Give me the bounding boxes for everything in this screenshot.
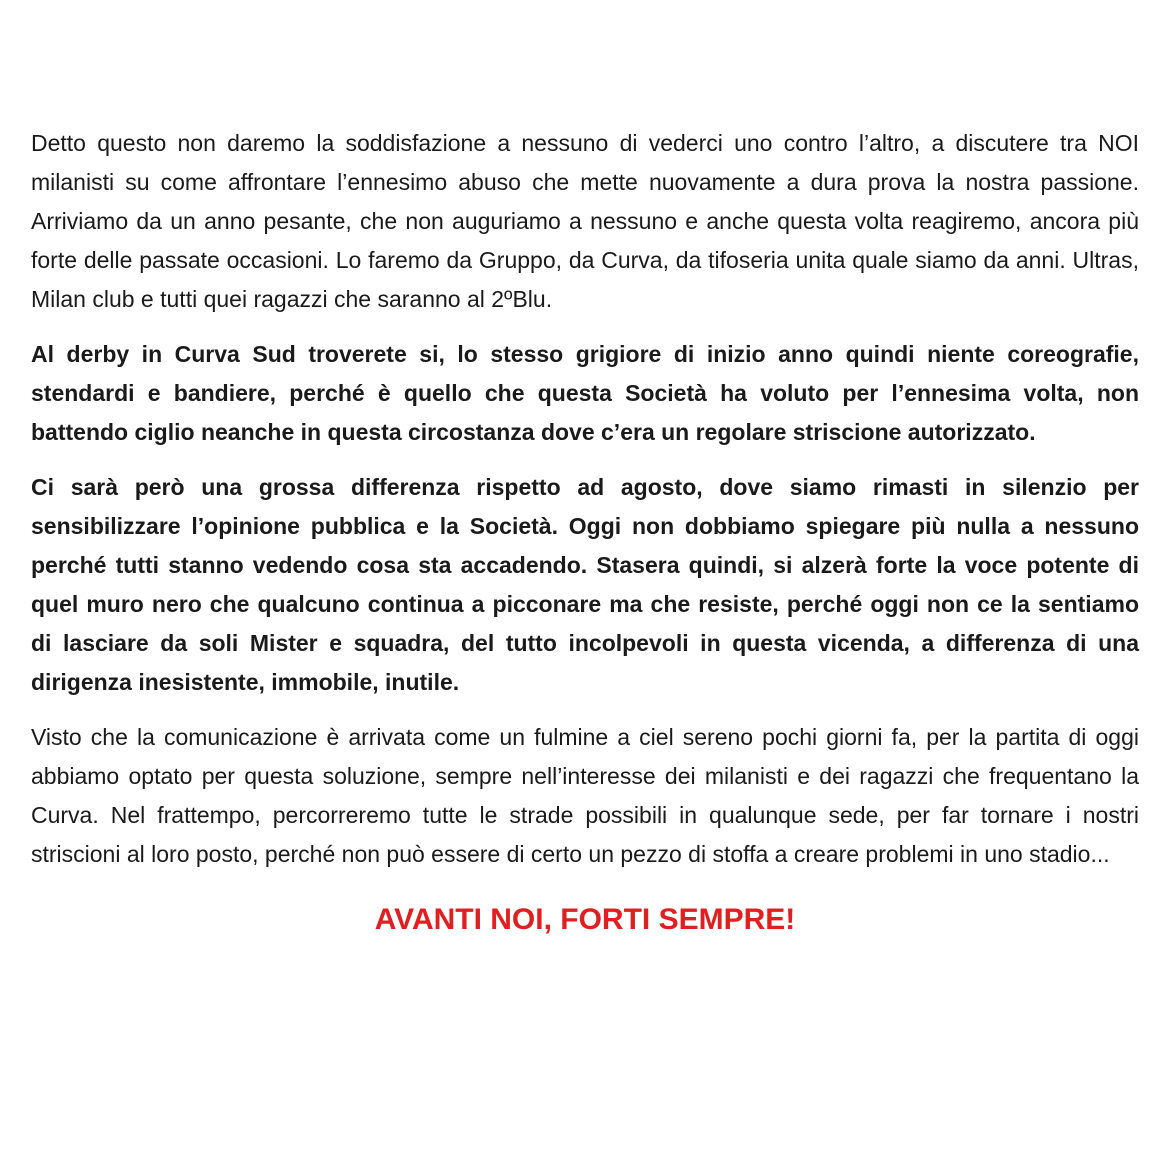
- document-body: [31, 124, 1139, 940]
- paragraph-difference: Ci sarà però una grossa differenza rispetto ad agosto, dove siamo rimasti in silenzio per sensibilizzare l’opinione pubblica e la Società. Oggi non dobbiamo spiegare più nulla a nessuno perché tutti stanno vedendo cosa sta accadendo. Stasera quindi, si alzerà forte la voce potente di quel muro nero che qualcuno continua a picconare ma che resiste, perché oggi non ce la sentiamo di lasciare da soli Mister e squadra, del tutto incolpevoli in questa vicenda, a differenza di una dirigenza inesistente, immobile, inutile.: [31, 474, 1139, 695]
- paragraph-intro: Detto questo non daremo la soddisfazione a nessuno di vederci uno contro l’altro, a discutere tra NOI milanisti su come affrontare l’ennesimo abuso che mette nuovamente a dura prova la nostra passione. Arriviamo da un anno pesante, che non auguriamo a nessuno e anche questa volta reagiremo, ancora più forte delle passate occasioni. Lo faremo da Gruppo, da Curva, da tifoseria unita quale siamo da anni. Ultras, Milan club e tutti quei ragazzi che saranno al 2ºBlu.: [31, 130, 1139, 312]
- paragraph-derby: Al derby in Curva Sud troverete si, lo stesso grigiore di inizio anno quindi niente coreografie, stendardi e bandiere, perché è quello che questa Società ha voluto per l’ennesima volta, non battendo ciglio neanche in questa circostanza dove c’era un regolare striscione autorizzato.: [31, 341, 1139, 445]
- paragraph-communication: Visto che la comunicazione è arrivata come un fulmine a ciel sereno pochi giorni fa, per la partita di oggi abbiamo optato per questa soluzione, sempre nell’interesse dei milanisti e dei ragazzi che frequentano la Curva. Nel frattempo, percorreremo tutte le strade possibili in qualunque sede, per far tornare i nostri striscioni al loro posto, perché non può essere di certo un pezzo di stoffa a creare problemi in uno stadio...: [31, 724, 1139, 867]
- closing-slogan: AVANTI NOI, FORTI SEMPRE!: [374, 903, 796, 936]
